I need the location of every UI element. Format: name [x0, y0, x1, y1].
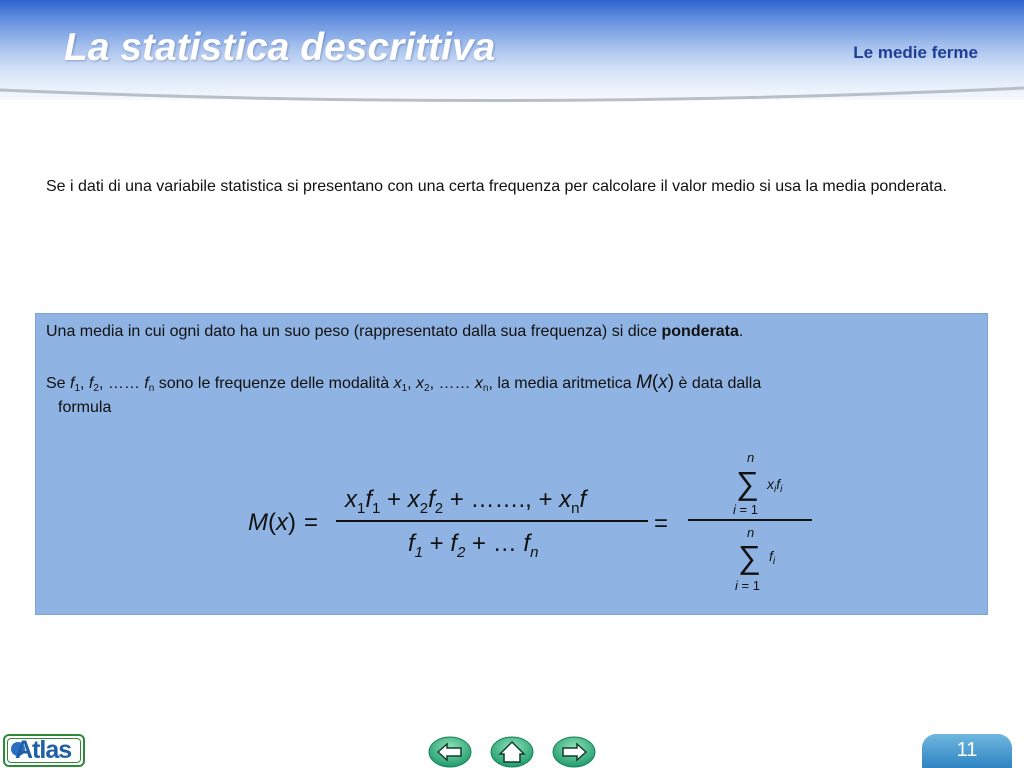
previous-slide-button[interactable]: [428, 734, 472, 768]
header-divider-curve: [0, 80, 1024, 110]
definition-box: [35, 313, 988, 615]
bold-term: ponderata: [661, 323, 739, 340]
definition-paragraph: Una media in cui ogni dato ha un suo peso (rappresentato dalla sua frequenza) si dice ponderata.: [46, 323, 744, 340]
page-title: La statistica descrittiva: [64, 26, 496, 69]
logo-text: Atlas: [15, 736, 72, 764]
formula-equals-2: =: [654, 510, 669, 537]
sigma-bottom-bottom-index: i = 1: [735, 578, 760, 593]
weighted-mean-formula: [36, 314, 989, 616]
sigma-numerator: ∑: [736, 465, 759, 501]
home-button[interactable]: [490, 734, 534, 768]
sigma-denominator-term: $f_i$: [769, 548, 776, 567]
frequency-paragraph: Se $f_1$, $f_2$, …… $f_n$ sono le frequenze delle modalità $x_1$, $x_2$, …… $x_n$, la media aritmetica M(x) è data dalla formula: [46, 372, 762, 416]
intro-paragraph: Se i dati di una variabile statistica si presentano con una certa frequenza per calcolare il valor medio si usa la media ponderata.: [46, 178, 947, 195]
sigma-top-n: n: [747, 450, 755, 465]
page-number: 11: [956, 739, 978, 761]
formula-numerator: $x_1f_1 + x_2f_2$ + ……., + $x_nf$: [345, 486, 587, 517]
atlas-logo[interactable]: [3, 734, 85, 767]
sigma-top-bottom-index: i = 1: [733, 502, 758, 517]
sigma-bottom-n: n: [747, 525, 755, 540]
page-number-tab: [922, 734, 1012, 768]
sigma-denominator: ∑: [738, 539, 761, 575]
formula-lhs: M(x) =: [248, 509, 319, 536]
sigma-numerator-term: $x_if_i$: [767, 476, 783, 495]
next-slide-button[interactable]: [552, 734, 596, 768]
formula-denominator: $f_1 + f_2$ + … $f_n$: [408, 530, 539, 561]
section-subtitle: Le medie ferme: [853, 43, 978, 62]
